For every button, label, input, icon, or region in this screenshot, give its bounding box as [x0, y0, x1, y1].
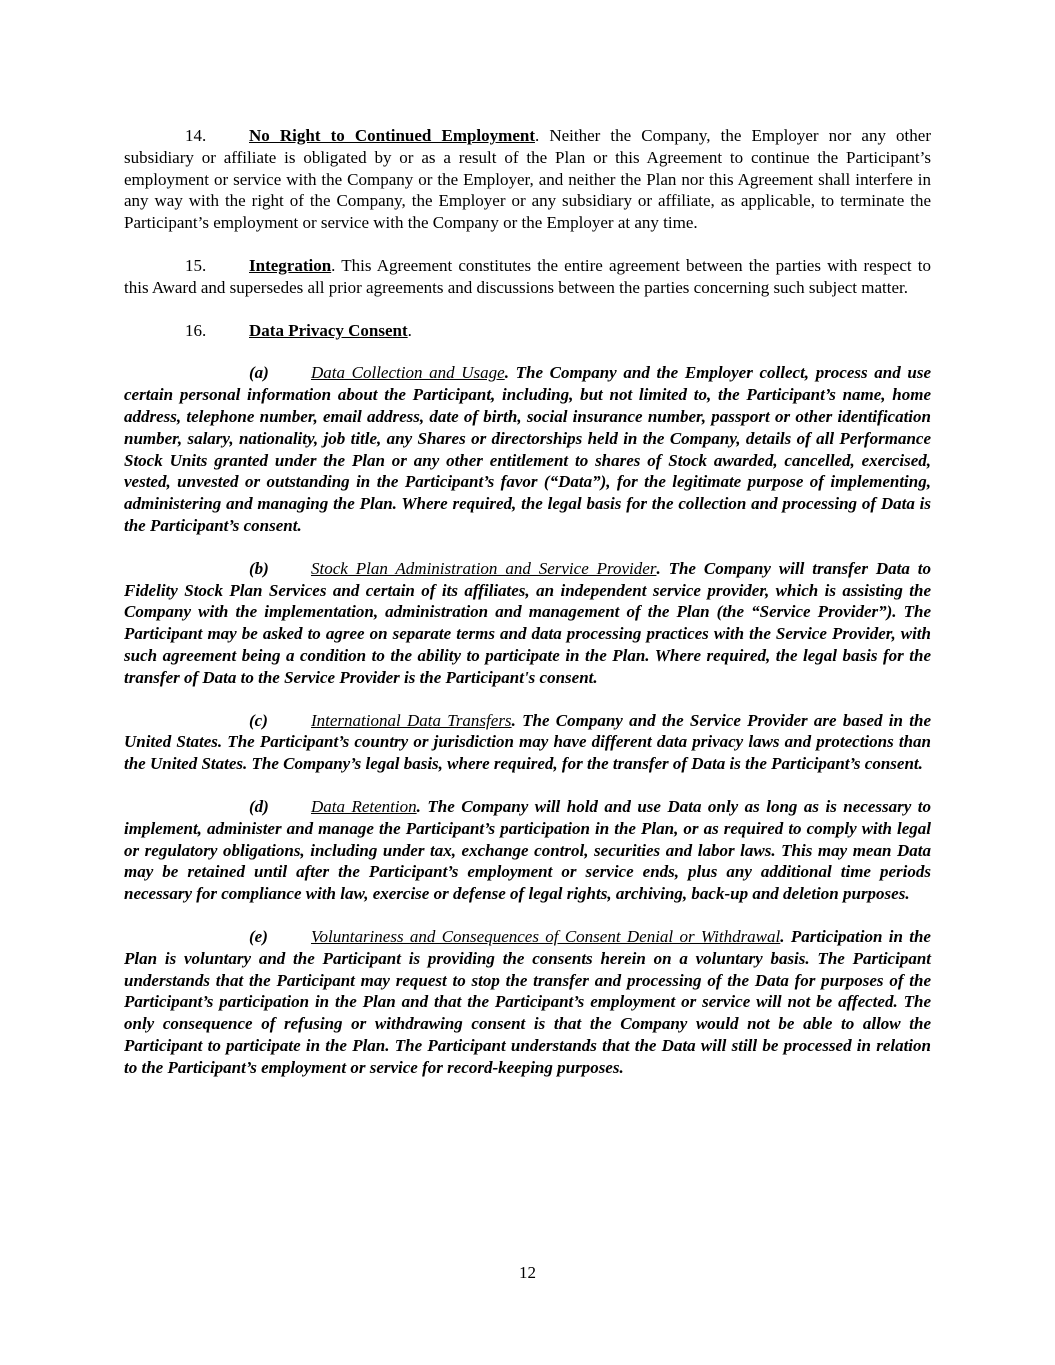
subsection-a [124, 362, 931, 536]
subsection-letter: (d) [249, 796, 269, 816]
section-text: Neither the Company, the Employer nor any other subsidiary or affiliate is obligated by or as a result of the Plan or this Agreement to continue the Participant’s employment or service with the Company or the Employer, and neither the Plan nor this Agreement shall interfere in any way with the right of the Company, the Employer or any subsidiary or affiliate, as applicable, to terminate the Participant’s employment or service with the Company or the Employer at any time. [124, 126, 931, 233]
subsection-text: . The Company will transfer Data to Fidelity Stock Plan Services and certain of its affiliates, an independent service provider, which is assisting the Company with the implementation, administration and management of the Plan (the “Service Provider”). The Participant may be asked to agree on separate terms and data processing practices with the Service Provider, with such agreement being a condition to the ability to participate in the Plan. Where required, the legal basis for the transfer of Data to the Service Provider is the Participant's consent. [124, 558, 931, 687]
document-body [124, 125, 931, 1099]
subsection-heading: International Data Transfers [311, 710, 512, 730]
heading-punctuation: . [407, 320, 412, 340]
subsection-b [124, 558, 931, 689]
section-text: This Agreement constitutes the entire agreement between the parties with respect to this Award and supersedes all prior agreements and discussions between the parties concerning such subject matter. [124, 255, 931, 297]
section-heading: Data Privacy Consent [249, 320, 408, 340]
section-15 [124, 255, 931, 299]
subsection-c [124, 710, 931, 775]
subsection-heading: Data Collection and Usage [311, 363, 505, 383]
heading-punctuation: . [534, 126, 540, 145]
subsection-d [124, 796, 931, 905]
section-heading: No Right to Continued Employment [249, 126, 535, 145]
subsection-letter: (a) [249, 363, 269, 383]
section-heading: Integration [249, 255, 332, 275]
subsection-text: . Participation in the Plan is voluntary and the Participant is providing the consents herein on a voluntary basis. The Participant understands that the Participant may request to stop the transfer and processing of the Data for purposes of the Participant’s participation in the Plan and that the Participant’s employment or service will not be affected. The only consequence of refusing or withdrawing consent is that the Company would not be able to allow the Participant to participate in the Plan. The Participant understands that the Data will still be processed in relation to the Participant’s employment or service for record-keeping purposes. [124, 926, 931, 1077]
subsection-text: . The Company will hold and use Data only as long as is necessary to implement, administer and manage the Participant’s participation in the Plan, or as required to comply with legal or regulatory obligations, including under tax, exchange control, securities and labor laws. This may mean Data may be retained until after the Participant’s employment or service ends, plus any additional time periods necessary for compliance with law, exercise or defense of legal rights, archiving, back-up and deletion purposes. [124, 796, 931, 904]
subsection-heading: Stock Plan Administration and Service Provider [311, 558, 657, 578]
section-14 [124, 125, 931, 234]
subsection-letter: (c) [249, 710, 268, 730]
subsection-text: . The Company and the Service Provider are based in the United States. The Participant’s country or jurisdiction may have different data privacy laws and protections than the United States. The Company’s legal basis, where required, for the transfer of Data is the Participant’s consent. [124, 710, 931, 774]
subsection-heading: Data Retention [311, 796, 417, 816]
section-number: 14. [185, 126, 207, 145]
section-number: 16. [185, 320, 207, 340]
subsection-text: . The Company and the Employer collect, process and use certain personal information about the Participant, including, but not limited to, the Participant’s name, home address, telephone number, email address, date of birth, social insurance number, passport or other identification number, salary, nationality, job title, any Shares or directorships held in the Company, details of all Performance Stock Units granted under the Plan or any other entitlement to shares of Stock awarded, cancelled, exercised, vested, unvested or outstanding in the Participant’s favor (“Data”), for the legitimate purpose of implementing, administering and managing the Plan. Where required, the legal basis for the collection and processing of Data is the Participant’s consent. [124, 363, 931, 535]
subsection-e [124, 926, 931, 1079]
heading-punctuation: . [331, 255, 336, 275]
subsection-letter: (b) [249, 558, 269, 578]
section-16 [124, 320, 931, 342]
subsection-letter: (e) [249, 926, 268, 946]
section-number: 15. [185, 255, 207, 275]
page-number: 12 [519, 1263, 536, 1282]
subsection-heading: Voluntariness and Consequences of Consent Denial or Withdrawal [311, 926, 781, 946]
